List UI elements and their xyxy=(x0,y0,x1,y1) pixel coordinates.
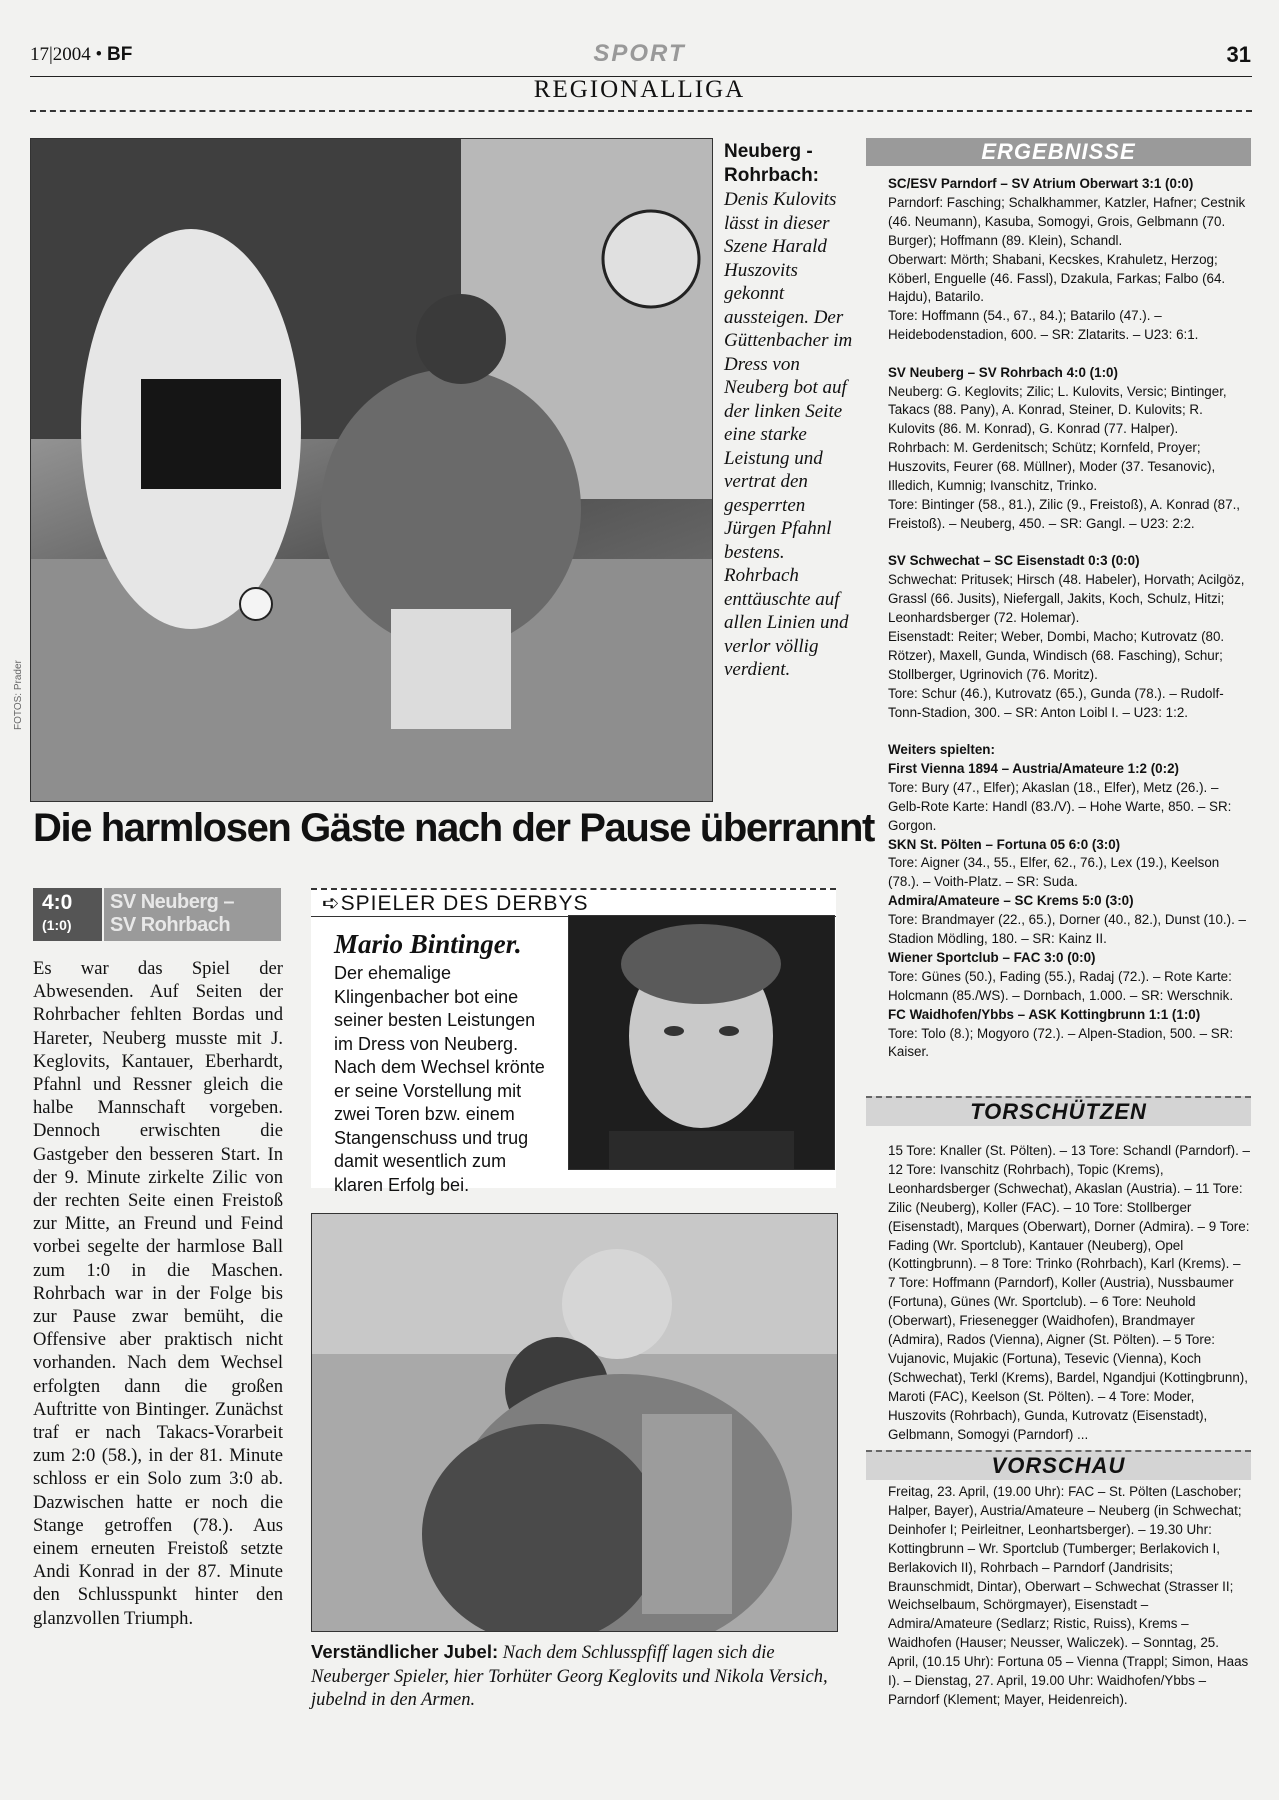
score-divider xyxy=(102,888,104,941)
main-caption-text: Denis Kulovits lässt in dieser Szene Harald Huszovits gekonnt aussteigen. Der Güttenbacher im Dress von Neuberg bot auf der linken Seite eine starke Leistung und vertrat den gesperrten Jürgen Pfahnl bestens. Rohrbach enttäuschte auf allen Linien und verlor völlig verdient. xyxy=(724,189,853,680)
publication-label: BF xyxy=(106,44,133,65)
match-title: Wiener Sportclub – FAC 3:0 (0:0) xyxy=(888,949,1096,965)
match-details: Tore: Aigner (34., 55., Elfer, 62., 76.), Lex (19.), Keelson (78.). – Voith-Platz. – SR: Suda. xyxy=(888,855,1220,890)
halftime-score: (1:0) xyxy=(42,917,72,933)
player-text: Der ehemalige Klingenbacher bot eine seiner besten Leistungen im Dress von Neuberg. Nach dem Wechsel krönte er seine Vorstellung mit zwei Toren bzw. einem Stangenschuss und trug damit wesentlich zum klaren Erfolg bei. xyxy=(334,963,545,1195)
match-title: SV Schwechat – SC Eisenstadt 0:3 (0:0) xyxy=(888,553,1140,569)
goals-line: Tore: Bintinger (58., 81.), Zilic (9., Freistoß), A. Konrad (87., Freistoß). – Neuberg, 450. – SR: Gangl. – U23: 2:2. xyxy=(888,497,1241,531)
section-title: SPORT xyxy=(593,40,686,67)
main-caption-title: Neuberg - Rohrbach: xyxy=(724,141,819,186)
celebration-caption-title: Verständlicher Jubel: xyxy=(311,1641,499,1662)
match-photo xyxy=(30,138,713,802)
scorers-heading: TORSCHÜTZEN xyxy=(866,1096,1251,1126)
preview-heading: VORSCHAU xyxy=(866,1450,1251,1480)
subsection-title: REGIONALLIGA xyxy=(533,76,746,103)
results-heading: ERGEBNISSE xyxy=(866,138,1251,166)
lineup-line: Rohrbach: M. Gerdenitsch; Schütz; Kornfeld, Proyer; Huszovits, Feurer (68. Müllner), Moder (37. Tesanovic), Illedich, Kumnig; Ivanschitz, Trinko. xyxy=(888,440,1216,494)
goals-line: Tore: Schur (46.), Kutrovatz (65.), Gunda (78.). – Rudolf-Tonn-Stadion, 300. – SR: Anton Loibl I. – U23: 1:2. xyxy=(888,685,1224,720)
match-details: Tore: Brandmayer (22., 65.), Dorner (40., 82.), Dunst (10.). – Stadion Mödling, 180. – SR: Kainz II. xyxy=(888,912,1246,947)
match-details: Tore: Günes (50.), Fading (55.), Radaj (72.). – Rote Karte: Holcmann (85./WS). – Dornbach, 1.000. – SR: Werschnik. xyxy=(888,968,1234,1003)
match-title: SC/ESV Parndorf – SV Atrium Oberwart 3:1 (0:0) xyxy=(888,176,1194,191)
player-portrait-graphic xyxy=(569,916,834,1169)
lineup-line: Oberwart: Mörth; Shabani, Kecskes, Krahuletz, Herzog; Köberl, Enguelle (46. Fassl), Dzakula, Farkas; Falbo (64. Hajdu), Batarilo. xyxy=(888,251,1226,305)
match-details: Tore: Tolo (8.); Mogyoro (72.). – Alpen-Stadion, 500. – SR: Kaiser. xyxy=(888,1025,1234,1060)
issue-label: 17|2004 • BF xyxy=(30,44,133,65)
away-team: SV Rohrbach xyxy=(110,914,231,936)
final-score: 4:0 xyxy=(42,891,73,914)
celebration-photo-graphic xyxy=(312,1214,837,1631)
header-dashed-rule xyxy=(30,110,1252,112)
player-box-heading: ➪SPIELER DES DERBYS xyxy=(322,892,589,915)
match-title: Admira/Amateure – SC Krems 5:0 (3:0) xyxy=(888,893,1134,909)
match-photo-graphic xyxy=(31,139,712,801)
match-title: SKN St. Pölten – Fortuna 05 6:0 (3:0) xyxy=(888,836,1121,852)
home-team: SV Neuberg – xyxy=(110,891,235,913)
preview-text: Freitag, 23. April, (19.00 Uhr): FAC – St. Pölten (Laschober; Halper, Bayer), Austria/Amateure – Neuberg (in Schwechat; Deinhofer I; Peirleitner, Leonhartsberger). – 19.30 Uhr: Kottingbrunn – Wr. Sportclub (Tumberger; Berlakovich I, Berlakovich II), Rohrbach – Parndorf (Jandrisits; Braunschmidt, Dintar), Oberwart – Schwechat (Strasser II; Weichselbaum, Schörgmayer), Eisenstadt – Admira/Amateure (Sedlarz; Ristic, Ruiss), Krems – Waidhofen (Hauser; Neusser, Waliczek). – Sonntag, 25. April, (10.15 Uhr): Fortuna 05 – Vienna (Trappl; Simon, Haas I). – Dienstag, 27. April, 19.00 Uhr: Waidhofen/Ybbs – Parndorf (Klement; Mayer, Heidenreich). xyxy=(888,1484,1249,1707)
match-title: FC Waidhofen/Ybbs – ASK Kottingbrunn 1:1 (1:0) xyxy=(888,1006,1201,1022)
player-box-dashed-rule xyxy=(311,888,836,890)
lineup-line: Neuberg: G. Keglovits; Zilic; L. Kulovits, Versic; Bintinger, Takacs (88. Pany), A. Konrad, Steiner, D. Kulovits; R. Kulovits (86. M. Konrad), G. Konrad (77. Halper). xyxy=(888,383,1227,437)
celebration-caption xyxy=(311,1640,841,1713)
results-list xyxy=(866,175,1251,1062)
match-details: Tore: Bury (47., Elfer); Akaslan (18., Elfer), Metz (26.). – Gelb-Rote Karte: Handl (83./V). – Hohe Warte, 850. – SR: Gorgon. xyxy=(888,779,1232,833)
match-title: SV Neuberg – SV Rohrbach 4:0 (1:0) xyxy=(888,364,1118,380)
lineup-line: Eisenstadt: Reiter; Weber, Dombi, Macho; Kutrovatz (80. Rötzer), Maxell, Gunda, Windisch (68. Fasching), Schur; Stollberger, Ugrinovich (76. Moritz). xyxy=(888,628,1225,682)
celebration-photo xyxy=(311,1213,838,1632)
celebration-caption-text: Nach dem Schlusspfiff lagen sich die Neuberger Spieler, hier Torhüter Georg Keglovits und Nikola Versich, jubelnd in den Armen. xyxy=(311,1643,828,1710)
other-matches-heading: Weiters spielten: xyxy=(888,741,995,757)
scorers-list: 15 Tore: Knaller (St. Pölten). – 13 Tore: Schandl (Parndorf). – 12 Tore: Ivanschitz (Rohrbach), Topic (Krems), Leonhardsberger (Schwechat), Akaslan (Austria). – 11 Tore: Zilic (Neuberg), Koller (FAC). – 10 Tore: Stollberger (Eisenstadt), Marques (Oberwart), Dorner (Admira). – 9 Tore: Fading (Wr. Sportclub), Kantauer (Neuberg), Opel (Kottingbrunn). – 8 Tore: Trinko (Rohrbach), Karl (Krems). – 7 Tore: Hoffmann (Parndorf), Koller (Austria), Nussbaumer (Fortuna), Günes (Wr. Sportclub). – 6 Tore: Neuhold (Oberwart), Friesenegger (Waidhofen), Brandmayer (Admira), Rados (Vienna), Aigner (St. Pölten). – 5 Tore: Vujanovic, Mujakic (Fortuna), Tesevic (Vienna), Koch (Schwechat), Terkl (Krems), Bardel, Ngandjui (Kottingbrunn), Maroti (FAC), Keelson (St. Pölten). – 4 Tore: Moder, Huszovits (Rohrbach), Gunda, Kutrovatz (Eisenstadt), Gelbmann, Somogyi (Parndorf) ... xyxy=(888,1143,1250,1442)
lineup-line: Schwechat: Pritusek; Hirsch (48. Habeler), Horvath; Acilgöz, Grassl (66. Jusits), Niefergall, Jakits, Koch, Schulz, Hitzi; Leonhardsberger (72. Holemar). xyxy=(888,572,1245,626)
player-name: Mario Bintinger. xyxy=(334,929,522,959)
player-portrait xyxy=(568,915,835,1170)
headline: Die harmlosen Gäste nach der Pause überrannt xyxy=(33,806,874,850)
lineup-line: Parndorf: Fasching; Schalkhammer, Katzler, Hafner; Cestnik (46. Neumann), Kasuba, Somogyi, Grois, Gelbmann (70. Burger); Hoffmann (89. Klein), Schandl. xyxy=(888,194,1246,248)
article-body: Es war das Spiel der Abwesenden. Auf Seiten der Rohrbacher fehlten Bordas und Hareter, Neuberg musste mit J. Keglovits, Kantauer, Eberhardt, Pfahnl und Ressner gleich die halbe Mannschaft vorgeben. Dennoch erwischten die Gastgeber den besseren Start. In der 9. Minute zirkelte Zilic von der rechten Seite einen Freistoß zur Mitte, an Freund und Feind vorbei segelte der harmlose Ball zum 1:0 in die Maschen. Rohrbach war in der Folge bis zur Pause zwar bemüht, die Offensive aber praktisch nicht vorhanden. Nach dem Wechsel erfolgten dann die großen Auftritte von Bintinger. Zunächst traf er nach Takacs-Vorarbeit zum 2:0 (58.), in der 81. Minute schloss er ein Solo zum 3:0 ab. Dazwischen hatte er noch die Stange getroffen (78.). Aus einem erneuten Freistoß setzte Andi Konrad in der 87. Minute den Schlusspunkt hinter den glanzvollen Triumph. xyxy=(33,958,283,1629)
match-title: First Vienna 1894 – Austria/Amateure 1:2 (0:2) xyxy=(888,760,1179,776)
goals-line: Tore: Hoffmann (54., 67., 84.); Batarilo (47.). – Heidebodenstadion, 600. – SR: Zlatarits. – U23: 6:1. xyxy=(888,308,1199,343)
page-number: 31 xyxy=(1226,42,1251,67)
photo-credit: FOTOS: Prader xyxy=(13,660,24,730)
